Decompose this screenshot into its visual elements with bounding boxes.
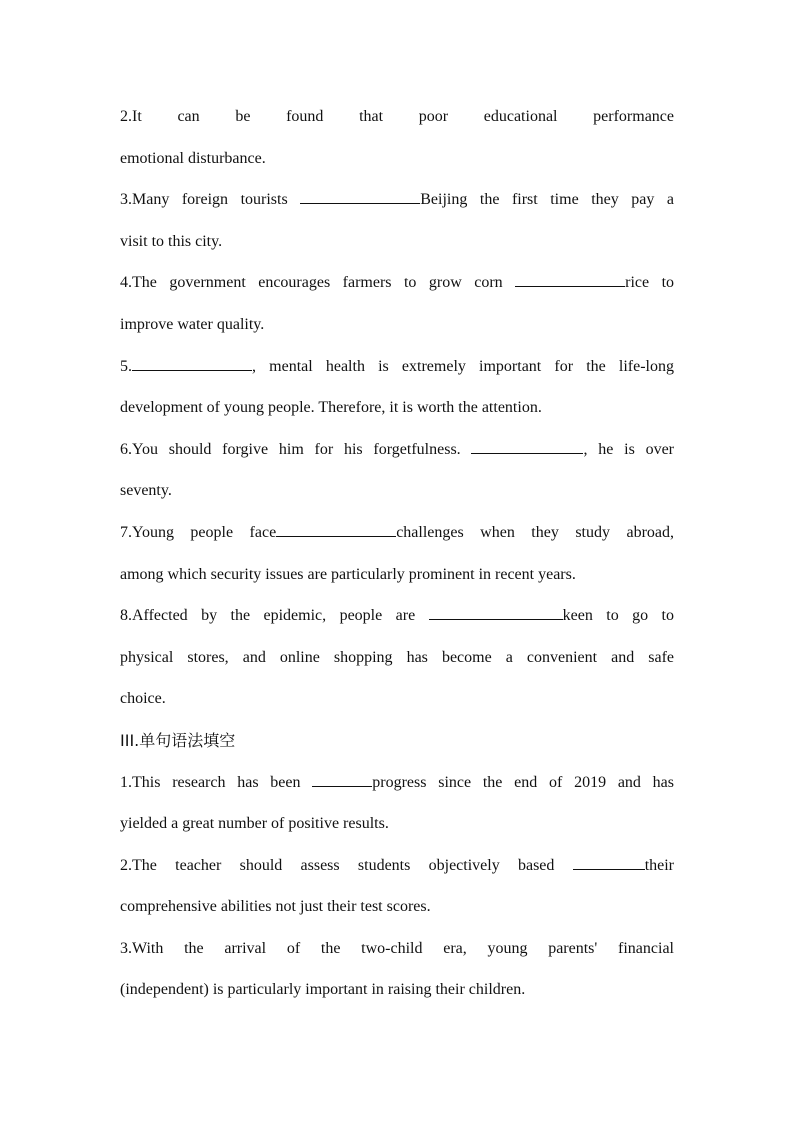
question-4-text-pre: 4.The government encourages farmers to grow corn bbox=[120, 274, 503, 292]
s3-question-2-line-1 bbox=[120, 845, 674, 887]
answer-blank[interactable] bbox=[471, 452, 583, 454]
section-3-heading bbox=[120, 720, 674, 762]
question-7-line-2 bbox=[120, 554, 674, 596]
question-6-text-pre: 6.You should forgive him for his forgetfulness. bbox=[120, 440, 461, 458]
question-6-text-post: , he is over bbox=[583, 440, 674, 458]
question-4-line-2 bbox=[120, 304, 674, 346]
s3-question-3-line-2 bbox=[120, 969, 674, 1011]
s3-question-1-text-post: progress since the end of 2019 and has bbox=[372, 773, 674, 791]
question-7-text-pre: 7.Young people face bbox=[120, 523, 277, 541]
section-3-heading-text: III.单句语法填空 bbox=[120, 730, 236, 750]
question-5-text-cont: development of young people. Therefore, it is worth the attention. bbox=[120, 399, 542, 417]
answer-blank[interactable] bbox=[515, 285, 625, 287]
question-8-line-1 bbox=[120, 595, 674, 637]
question-3-text-post: Beijing the first time they pay a bbox=[420, 191, 674, 209]
question-5-line-2 bbox=[120, 387, 674, 429]
answer-blank[interactable] bbox=[573, 868, 645, 870]
question-5-text-post: , mental health is extremely important for the life-long bbox=[252, 357, 674, 375]
question-8-text-post: keen to go to bbox=[562, 607, 674, 625]
question-3-line-2 bbox=[120, 221, 674, 263]
question-7-text-cont: among which security issues are particularly prominent in recent years. bbox=[120, 565, 576, 583]
answer-blank[interactable] bbox=[132, 369, 252, 371]
question-2-text: 2.It can be found that poor educational performance bbox=[120, 108, 674, 125]
question-8-line-3 bbox=[120, 678, 674, 720]
question-4-text-cont: improve water quality. bbox=[120, 315, 265, 333]
question-6-line-2 bbox=[120, 470, 674, 512]
s3-question-3-text-cont: (independent) is particularly important in raising their children. bbox=[120, 981, 526, 999]
question-2-line-1 bbox=[120, 96, 674, 138]
answer-blank[interactable] bbox=[300, 202, 420, 204]
question-8-text-end: choice. bbox=[120, 690, 166, 708]
question-8-text-pre: 8.Affected by the epidemic, people are bbox=[120, 607, 416, 625]
question-6-text-cont: seventy. bbox=[120, 482, 172, 500]
question-3-text-pre: 3.Many foreign tourists bbox=[120, 191, 288, 209]
s3-question-1-text-cont: yielded a great number of positive results. bbox=[120, 815, 389, 833]
question-3-text-cont: visit to this city. bbox=[120, 232, 223, 250]
answer-blank[interactable] bbox=[276, 535, 396, 537]
answer-blank[interactable] bbox=[429, 618, 563, 620]
question-4-text-post: rice to bbox=[625, 274, 674, 292]
question-7-text-post: challenges when they study abroad, bbox=[396, 523, 674, 541]
question-8-line-2 bbox=[120, 637, 674, 679]
question-3-line-1 bbox=[120, 179, 674, 221]
s3-question-2-text-pre: 2.The teacher should assess students objectively based bbox=[120, 856, 555, 874]
s3-question-1-line-2 bbox=[120, 803, 674, 845]
s3-question-2-text-cont: comprehensive abilities not just their test scores. bbox=[120, 898, 431, 916]
s3-question-1-line-1 bbox=[120, 762, 674, 804]
question-2-line-2 bbox=[120, 138, 674, 180]
question-5-number: 5. bbox=[120, 357, 132, 375]
s3-question-2-text-post: their bbox=[644, 856, 674, 874]
s3-question-1-text-pre: 1.This research has been bbox=[120, 773, 301, 791]
question-7-line-1 bbox=[120, 512, 674, 554]
s3-question-3-text: 3.With the arrival of the two-child era, young parents' financial bbox=[120, 939, 674, 957]
question-2-text-cont: emotional disturbance. bbox=[120, 149, 266, 167]
question-5-line-1 bbox=[120, 346, 674, 388]
question-4-line-1 bbox=[120, 262, 674, 304]
answer-blank[interactable] bbox=[312, 785, 372, 787]
s3-question-2-line-2 bbox=[120, 886, 674, 928]
question-6-line-1 bbox=[120, 429, 674, 471]
worksheet-page bbox=[120, 96, 674, 1011]
question-8-text-cont: physical stores, and online shopping has become a convenient and safe bbox=[120, 648, 674, 666]
s3-question-3-line-1 bbox=[120, 928, 674, 970]
